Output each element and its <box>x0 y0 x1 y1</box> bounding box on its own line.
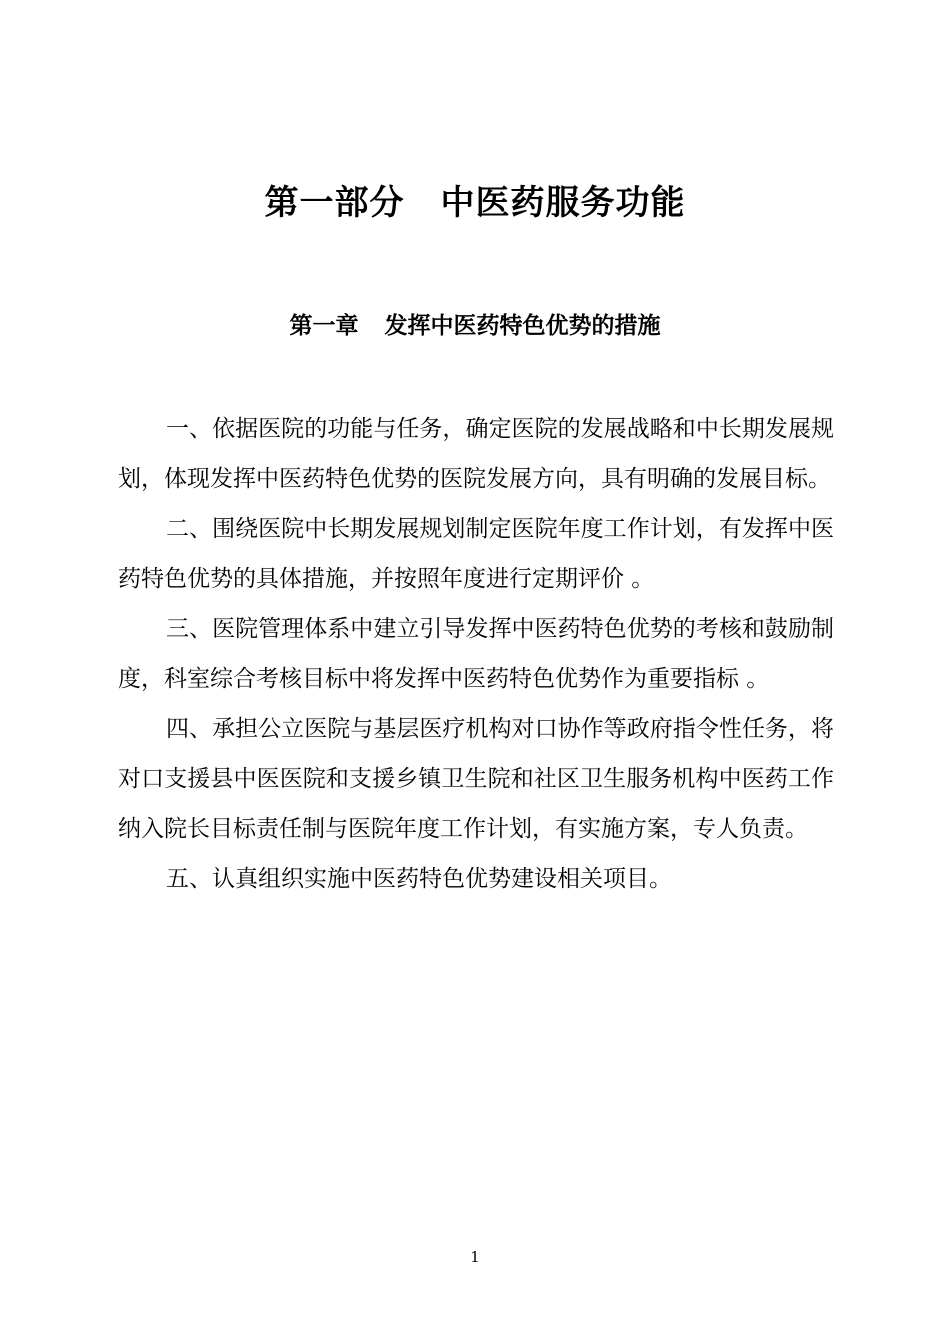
chapter-title-label: 第一章 <box>289 313 359 339</box>
part-title-label: 第一部分 <box>264 183 405 223</box>
page-number: 1 <box>470 1248 480 1266</box>
part-title-text: 中医药服务功能 <box>440 183 686 223</box>
chapter-title-text: 发挥中医药特色优势的措施 <box>384 313 661 339</box>
part-title <box>0 178 950 228</box>
paragraph-1: 一、依据医院的功能与任务，确定医院的发展战略和中长期发展规划，体现发挥中医药特色优势的医院发展方向，具有明确的发展目标。 <box>118 416 834 492</box>
paragraph-3: 三、医院管理体系中建立引导发挥中医药特色优势的考核和鼓励制度，科室综合考核目标中将发挥中医药特色优势作为重要指标 。 <box>118 616 834 692</box>
document-body <box>118 404 834 904</box>
paragraph-5: 五、认真组织实施中医药特色优势建设相关项目。 <box>166 866 672 892</box>
chapter-title <box>0 306 950 346</box>
paragraph-4: 四、承担公立医院与基层医疗机构对口协作等政府指令性任务，将对口支援县中医医院和支援乡镇卫生院和社区卫生服务机构中医药工作纳入院长目标责任制与医院年度工作计划，有实施方案，专人负责。 <box>118 716 834 842</box>
paragraph-2: 二、围绕医院中长期发展规划制定医院年度工作计划，有发挥中医药特色优势的具体措施，并按照年度进行定期评价 。 <box>118 516 834 592</box>
